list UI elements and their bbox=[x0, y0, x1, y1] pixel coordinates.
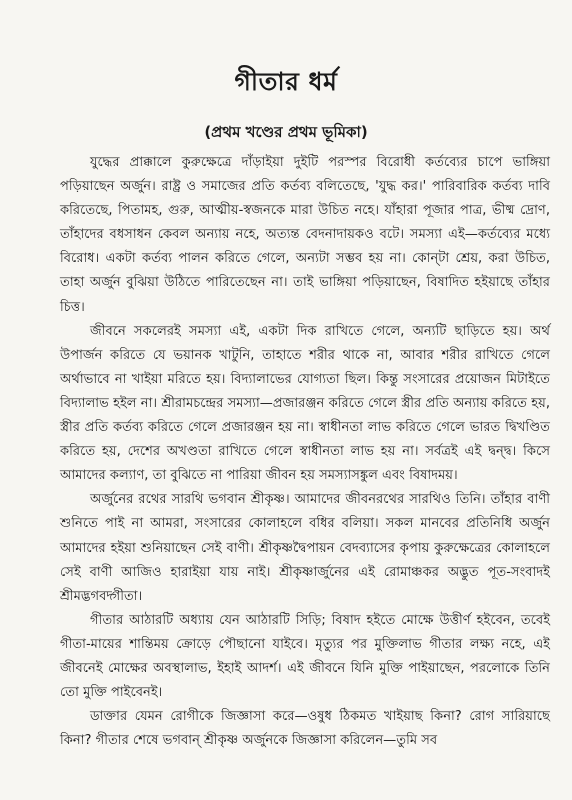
page-title: গীতার ধর্ম bbox=[234, 67, 338, 96]
paragraph: ডাক্তার যেমন রোগীকে জিজ্ঞাসা করে—ওষুধ ঠিকমত খাইয়াছ কিনা? রোগ সারিয়াছে কিনা? গীতার শেষে ভগবান্ শ্রীকৃষ্ণ অর্জুনকে জিজ্ঞাসা করিলেন—তুমি সব bbox=[60, 709, 550, 749]
paragraph: গীতার আঠারটি অধ্যায় যেন আঠারটি সিড়ি; বিষাদ হইতে মোক্ষে উত্তীর্ণ হইবেন, তবেই গীতা-মায়ের শান্তিময় ক্রোড়ে পৌছানো যাইবে। মৃত্যুর পর মুক্তিলাভ গীতার লক্ষ্য নহে, এই জীবনেই মোক্ষের অবস্থালাভ, ইহাই আদর্শ। এই জীবনে যিনি মুক্তি পাইয়াছেন, পরলোকে তিনি তো মুক্তি পাইবেনই। bbox=[60, 612, 550, 701]
paragraph: অর্জুনের রথের সারথি ভগবান শ্রীকৃষ্ণ। আমাদের জীবনরথের সারথিও তিনি। তাঁহার বাণী শুনিতে পাই না আমরা, সংসারের কোলাহলে বধির বলিয়া। সকল মানবের প্রতিনিধি অর্জুন আমাদের হইয়া শুনিয়াছেন সেই বাণী। শ্রীকৃষ্ণদ্বৈপায়ন বেদব্যাসের কৃপায় কুরুক্ষেত্রের কোলাহলে সেই বাণী আজিও হারাইয়া যায় নাই। শ্রীকৃষ্ণার্জুনের এই রোমাঞ্চকর অদ্ভুত পূত-সংবাদই শ্রীমদ্ভগবদ্গীতা। bbox=[60, 492, 550, 604]
page-subtitle: (প্রথম খণ্ডের প্রথম ভূমিকা) bbox=[204, 123, 368, 141]
paragraph: যুদ্ধের প্রাক্কালে কুরুক্ষেত্রে দাঁড়াইয়া দুইটি পরস্পর বিরোধী কর্তব্যের চাপে ভাঙ্গিয়া পড়িয়াছেন অর্জুন। রাষ্ট্র ও সমাজের প্রতি কর্তব্য বলিতেছে, 'যুদ্ধ কর।' পারিবারিক কর্তব্য দাবি করিতেছে, পিতামহ, গুরু, আত্মীয়-স্বজনকে মারা উচিত নহে। যাঁহারা পূজার পাত্র, ভীষ্ম দ্রোণ, তাঁহাদের বধসাধন কেবল অন্যায় নহে, অত্যন্ত বেদনাদায়কও বটে। সমস্যা এই—কর্তব্যের মধ্যে বিরোধ। একটা কর্তব্য পালন করিতে গেলে, অন্যটা সম্ভব হয় না। কোন্‌টা শ্রেয়, করা উচিত, তাহা অর্জুন বুঝিয়া উঠিতে পারিতেছেন না। তাই ভাঙ্গিয়া পড়িয়াছেন, বিষাদিত হইয়াছে তাঁহার চিত্ত। bbox=[60, 155, 550, 315]
paragraph: জীবনে সকলেরই সমস্যা এই, একটা দিক রাখিতে গেলে, অন্যটি ছাড়িতে হয়। অর্থ উপার্জন করিতে যে ভয়ানক খাটুনি, তাহাতে শরীর থাকে না, আবার শরীর রাখিতে গেলে অর্থাভাবে না খাইয়া মরিতে হয়। বিদ্যালাভের যোগ্যতা ছিল। কিন্তু সংসারের প্রয়োজন মিটাইতে বিদ্যালাভ হইল না। শ্রীরামচন্দ্রের সমস্যা—প্রজারঞ্জন করিতে গেলে স্ত্রীর প্রতি অন্যায় করিতে হয়, স্ত্রীর প্রতি কর্তব্য করিতে গেলে প্রজারঞ্জন হয় না। স্বাধীনতা লাভ করিতে গেলে ভারত দ্বিখণ্ডিত করিতে হয়, দেশের অখণ্ডতা রাখিতে গেলে স্বাধীনতা লাভ হয় না। সর্বত্রই এই দ্বন্দ্ব। কিসে আমাদের কল্যাণ, তা বুঝিতে না পারিয়া জীবন হয় সমস্যাসঙ্কুল এবং বিষাদময়। bbox=[60, 323, 550, 484]
body-text bbox=[60, 151, 550, 753]
